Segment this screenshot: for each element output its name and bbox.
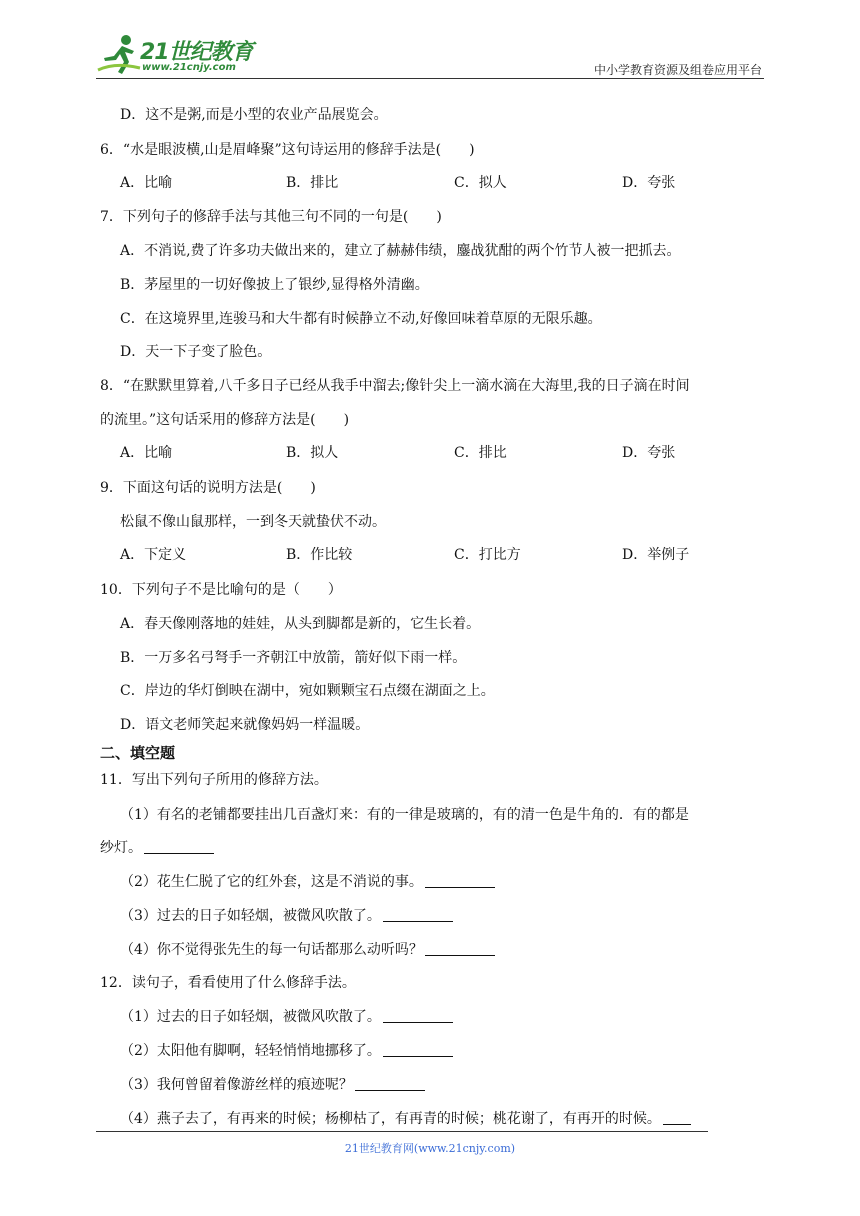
q11-sentence-1-line1: （1）有名的老铺都要挂出几百盏灯来：有的一律是玻璃的，有的清一色是牛角的．有的都是 <box>120 807 689 823</box>
q11-answer-blank-3[interactable] <box>383 907 453 922</box>
q12-sentence-3-text: （3）我何曾留着像游丝样的痕迹呢？ <box>120 1077 353 1093</box>
q11-answer-blank-2[interactable] <box>425 873 495 888</box>
q10-option-a: A．春天像刚落地的娃娃，从头到脚都是新的，它生长着。 <box>120 616 481 632</box>
q10-option-b: B．一万多名弓弩手一齐朝江中放箭，箭好似下雨一样。 <box>120 650 467 666</box>
q7-option-d: D．天一下子变了脸色。 <box>120 344 272 360</box>
q12-answer-blank-4[interactable] <box>663 1110 691 1125</box>
q10-option-d: D．语文老师笑起来就像妈妈一样温暖。 <box>120 717 370 733</box>
q10-option-c: C．岸边的华灯倒映在湖中，宛如颗颗宝石点缀在湖面之上。 <box>120 683 495 699</box>
running-figure-icon <box>96 32 142 78</box>
page-header <box>96 32 764 80</box>
q9-option-c: C．打比方 <box>454 547 521 563</box>
q9-sentence: 松鼠不像山鼠那样，一到冬天就蛰伏不动。 <box>120 514 386 530</box>
site-logo <box>96 32 266 78</box>
q11-sentence-1-line2 <box>100 838 214 858</box>
q12-stem: 12．读句子，看看使用了什么修辞手法。 <box>100 975 356 991</box>
q5-option-d: D．这不是粥,而是小型的农业产品展览会。 <box>120 107 388 123</box>
q6-option-c: C．拟人 <box>454 175 507 191</box>
q12-sentence-4-text: （4）燕子去了，有再来的时候；杨柳枯了，有再青的时候；桃花谢了，有再开的时候。 <box>120 1111 661 1127</box>
q11-sentence-4-text: （4）你不觉得张先生的每一句话都那么动听吗？ <box>120 942 423 958</box>
q12-answer-blank-3[interactable] <box>355 1076 425 1091</box>
header-divider <box>96 78 764 79</box>
q11-sentence-2-text: （2）花生仁脱了它的红外套，这是不消说的事。 <box>120 874 423 890</box>
q12-sentence-3 <box>120 1075 425 1095</box>
q11-sentence-2 <box>120 872 495 892</box>
q8-option-d: D．夸张 <box>622 445 676 461</box>
q8-option-b: B．拟人 <box>286 445 339 461</box>
q9-option-a: A．下定义 <box>120 547 187 563</box>
footer-divider <box>96 1131 708 1132</box>
q11-sentence-3 <box>120 906 453 926</box>
q6-option-b: B．排比 <box>286 175 339 191</box>
q7-option-a: A．不消说,费了许多功夫做出来的，建立了赫赫伟绩，鏖战犹酣的两个竹节人被一把抓去。 <box>120 243 681 259</box>
q6-stem: 6．“水是眼波横,山是眉峰聚”这句诗运用的修辞手法是( ) <box>100 142 475 158</box>
q8-option-a: A．比喻 <box>120 445 173 461</box>
q10-stem: 10．下列句子不是比喻句的是（ ） <box>100 582 342 598</box>
q12-sentence-1 <box>120 1007 453 1027</box>
logo-brand-text: 21世纪教育 <box>140 40 253 65</box>
q12-sentence-2 <box>120 1041 453 1061</box>
q12-sentence-4 <box>120 1109 691 1129</box>
q11-sentence-3-text: （3）过去的日子如轻烟，被微风吹散了。 <box>120 908 381 924</box>
q9-option-b: B．作比较 <box>286 547 353 563</box>
q11-sentence-4 <box>120 940 495 960</box>
q9-option-d: D．举例子 <box>622 547 690 563</box>
footer-source[interactable]: 21世纪教育网(www.21cnjy.com) <box>344 1142 516 1155</box>
q12-answer-blank-2[interactable] <box>383 1042 453 1057</box>
q11-answer-blank-1[interactable] <box>144 839 214 854</box>
q11-answer-blank-4[interactable] <box>425 941 495 956</box>
q12-answer-blank-1[interactable] <box>383 1008 453 1023</box>
q8-stem-line2: 的流里。”这句话采用的修辞方法是( ) <box>100 412 350 428</box>
q6-option-d: D．夸张 <box>622 175 676 191</box>
q11-sentence-1-text: 纱灯。 <box>100 840 142 856</box>
logo-url-text: www.21cnjy.com <box>142 62 236 73</box>
section-heading-fill-in: 二、填空题 <box>100 744 176 762</box>
q7-stem: 7．下列句子的修辞手法与其他三句不同的一句是( ) <box>100 209 442 225</box>
q8-option-c: C．排比 <box>454 445 507 461</box>
q9-stem: 9．下面这句话的说明方法是( ) <box>100 480 316 496</box>
q7-option-c: C．在这境界里,连骏马和大牛都有时候静立不动,好像回味着草原的无限乐趣。 <box>120 311 602 327</box>
q12-sentence-1-text: （1）过去的日子如轻烟，被微风吹散了。 <box>120 1009 381 1025</box>
header-platform-name: 中小学教育资源及组卷应用平台 <box>593 63 762 77</box>
q7-option-b: B．茅屋里的一切好像披上了银纱,显得格外清幽。 <box>120 277 429 293</box>
q8-stem-line1: 8．“在默默里算着,八千多日子已经从我手中溜去;像针尖上一滴水滴在大海里,我的日子滴在时间 <box>100 378 690 394</box>
q6-option-a: A．比喻 <box>120 175 173 191</box>
q12-sentence-2-text: （2）太阳他有脚啊，轻轻悄悄地挪移了。 <box>120 1043 381 1059</box>
q11-stem: 11．写出下列句子所用的修辞方法。 <box>100 772 328 788</box>
